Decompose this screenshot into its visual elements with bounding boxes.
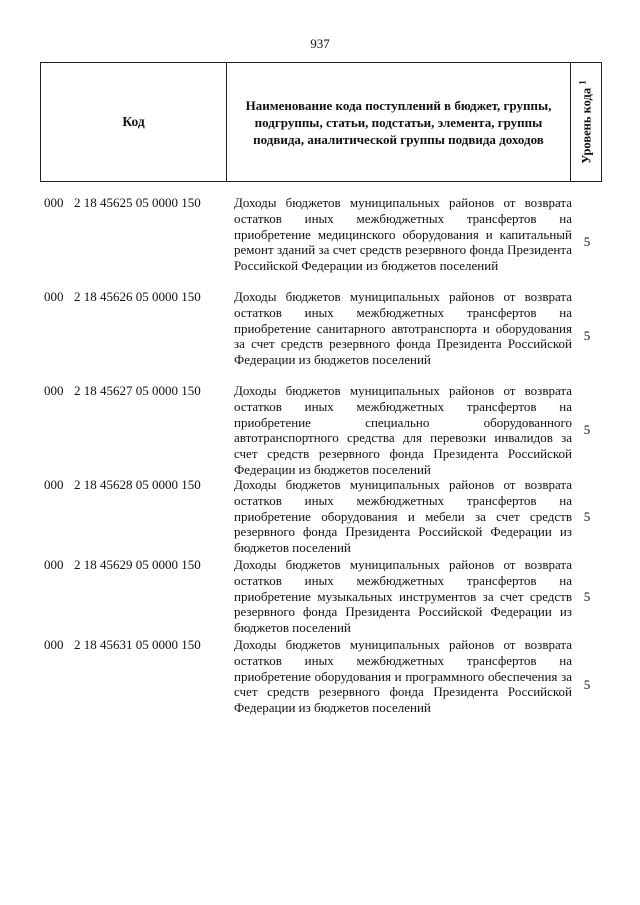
header-level: [571, 63, 601, 181]
row-prefix: 000: [44, 557, 64, 572]
row-level: 5: [583, 677, 591, 692]
row-code: 2 18 45625 05 0000 150: [74, 195, 201, 210]
table-row: [40, 477, 602, 557]
header-level-label: Уровень кода: [579, 87, 594, 164]
header-level-text: [577, 80, 594, 163]
row-description: Доходы бюджетов муниципальных районов от возврата остатков иных межбюджетных трансфертов на приобретение санитарного автотранспорта и оборудования за счет средств резервного фонда Президента Российской Федерации из бюджетов поселений: [234, 289, 572, 368]
row-prefix: 000: [44, 383, 64, 398]
table-row: [40, 637, 602, 733]
row-description: Доходы бюджетов муниципальных районов от возврата остатков иных межбюджетных трансфертов на приобретение оборудования и программного обеспечения за счет средств резервного фонда Президента Российской Федерации из бюджетов поселений: [234, 637, 572, 716]
row-code: 2 18 45627 05 0000 150: [74, 383, 201, 398]
row-level: 5: [583, 328, 591, 343]
row-code: 2 18 45629 05 0000 150: [74, 557, 201, 572]
table-header: [40, 62, 602, 182]
row-level: 5: [583, 509, 591, 524]
row-prefix: 000: [44, 477, 64, 492]
row-prefix: 000: [44, 195, 64, 210]
row-description: Доходы бюджетов муниципальных районов от возврата остатков иных межбюджетных трансфертов на приобретение оборудования и мебели за счет средств резервного фонда Президента Российской Федерации из бюджетов поселений: [234, 477, 572, 556]
table-row: [40, 383, 602, 477]
row-level: 5: [583, 589, 591, 604]
page-number: 937: [310, 36, 330, 51]
row-level: 5: [583, 422, 591, 437]
header-name: Наименование кода поступлений в бюджет, группы, подгруппы, статьи, подстатьи, элемента, группы подвида, аналитической группы подвида доходов: [227, 63, 571, 181]
row-description: Доходы бюджетов муниципальных районов от возврата остатков иных межбюджетных трансфертов на приобретение специально оборудованного автотранспортного средства для перевозки инвалидов за счет средств резервного фонда Президента Российской Федерации из бюджетов поселений: [234, 383, 572, 477]
header-level-footnote: 1: [577, 80, 588, 85]
row-description: Доходы бюджетов муниципальных районов от возврата остатков иных межбюджетных трансфертов на приобретение музыкальных инструментов за счет средств резервного фонда Президента Российской Федерации из бюджетов поселений: [234, 557, 572, 636]
table-row: [40, 289, 602, 383]
row-description: Доходы бюджетов муниципальных районов от возврата остатков иных межбюджетных трансфертов на приобретение медицинского оборудования и капитальный ремонт зданий за счет средств резервного фонда Президента Российской Федерации из бюджетов поселений: [234, 195, 572, 274]
row-code: 2 18 45626 05 0000 150: [74, 289, 201, 304]
row-code: 2 18 45631 05 0000 150: [74, 637, 201, 652]
header-code: Код: [41, 63, 227, 181]
table-body: [40, 195, 602, 733]
row-level: 5: [583, 234, 591, 249]
row-prefix: 000: [44, 289, 64, 304]
row-prefix: 000: [44, 637, 64, 652]
table-row: [40, 557, 602, 637]
table-row: [40, 195, 602, 289]
row-code: 2 18 45628 05 0000 150: [74, 477, 201, 492]
